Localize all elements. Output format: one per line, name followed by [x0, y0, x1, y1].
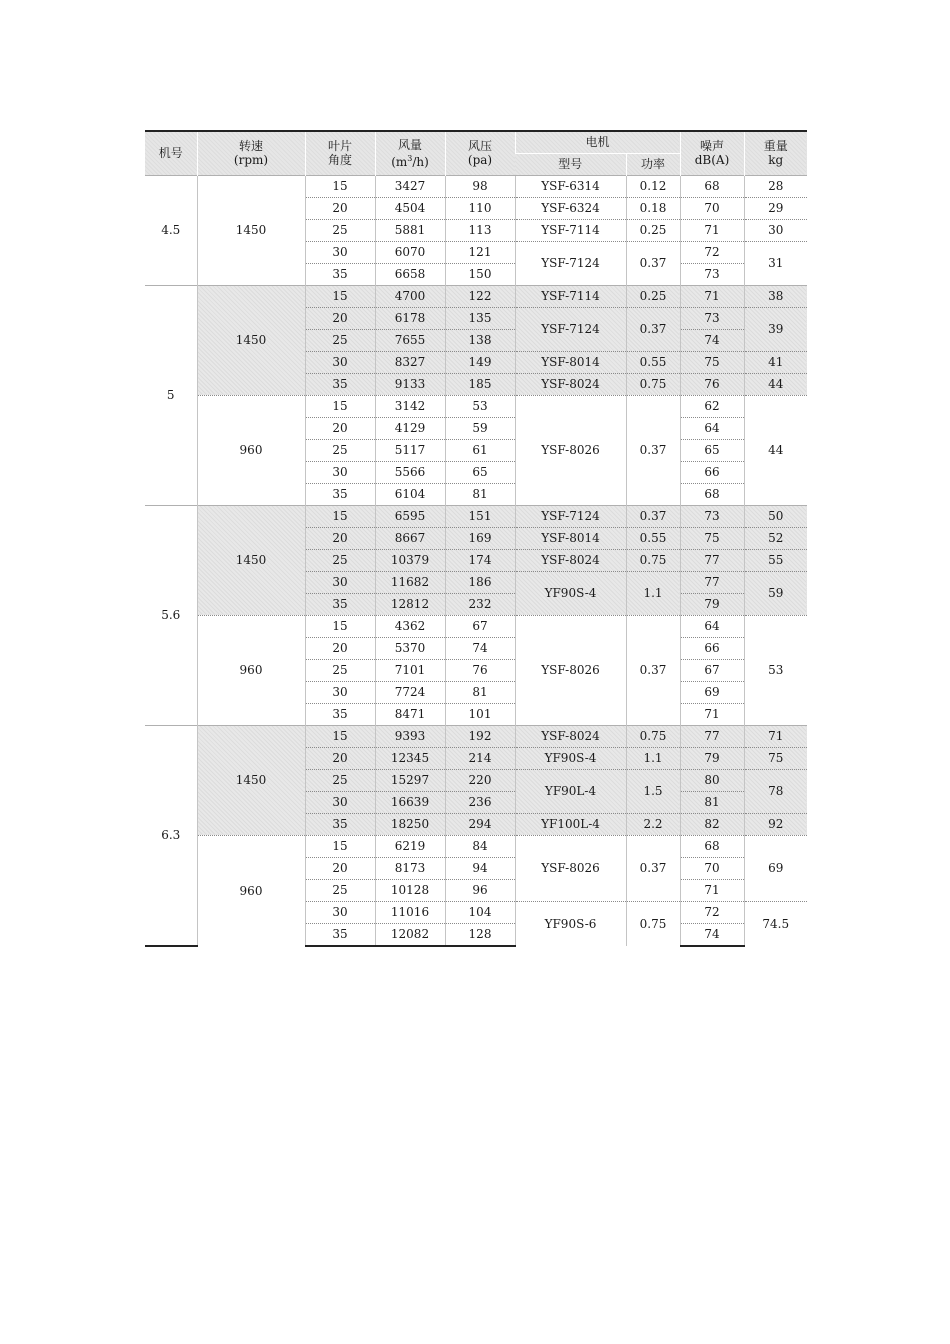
air-pressure-cell: 94 — [445, 857, 515, 879]
motor-model-cell: YF90S-6 — [515, 901, 626, 946]
weight-cell: 30 — [744, 219, 807, 241]
weight-cell: 31 — [744, 241, 807, 285]
air-flow-cell: 15297 — [375, 769, 445, 791]
air-flow-cell: 10379 — [375, 549, 445, 571]
noise-cell: 72 — [680, 241, 744, 263]
motor-model-cell: YSF-7124 — [515, 307, 626, 351]
blade-angle-cell: 35 — [305, 483, 375, 505]
motor-power-cell: 1.1 — [626, 747, 680, 769]
air-pressure-cell: 138 — [445, 329, 515, 351]
blade-angle-cell: 20 — [305, 637, 375, 659]
noise-cell: 64 — [680, 615, 744, 637]
air-flow-cell: 8327 — [375, 351, 445, 373]
noise-cell: 71 — [680, 879, 744, 901]
blade-angle-cell: 25 — [305, 769, 375, 791]
table-row — [145, 725, 807, 747]
air-flow-cell: 11682 — [375, 571, 445, 593]
blade-angle-cell: 25 — [305, 439, 375, 461]
motor-model-cell: YSF-8026 — [515, 835, 626, 901]
fan-spec-table — [145, 130, 807, 947]
blade-angle-cell: 35 — [305, 703, 375, 725]
blade-angle-cell: 35 — [305, 373, 375, 395]
blade-angle-cell: 15 — [305, 725, 375, 747]
noise-cell: 77 — [680, 725, 744, 747]
motor-model-cell: YSF-8026 — [515, 395, 626, 505]
noise-cell: 72 — [680, 901, 744, 923]
noise-cell: 71 — [680, 285, 744, 307]
weight-cell: 75 — [744, 747, 807, 769]
air-flow-cell: 6658 — [375, 263, 445, 285]
air-flow-cell: 3142 — [375, 395, 445, 417]
motor-power-cell: 2.2 — [626, 813, 680, 835]
motor-power-cell: 0.55 — [626, 351, 680, 373]
table-row — [145, 285, 807, 307]
air-pressure-cell: 122 — [445, 285, 515, 307]
air-pressure-cell: 214 — [445, 747, 515, 769]
motor-power-cell: 0.37 — [626, 395, 680, 505]
blade-angle-cell: 25 — [305, 549, 375, 571]
weight-cell: 38 — [744, 285, 807, 307]
table-row — [145, 835, 807, 857]
blade-angle-cell: 25 — [305, 219, 375, 241]
weight-cell: 52 — [744, 527, 807, 549]
header-air-pressure: 风压 (pa) — [445, 131, 515, 175]
air-flow-cell: 12345 — [375, 747, 445, 769]
air-flow-cell: 8471 — [375, 703, 445, 725]
weight-cell: 39 — [744, 307, 807, 351]
speed-cell: 1450 — [197, 725, 305, 835]
air-flow-cell: 5370 — [375, 637, 445, 659]
speed-cell: 1450 — [197, 175, 305, 285]
header-noise: 噪声 dB(A) — [680, 131, 744, 175]
air-pressure-cell: 81 — [445, 483, 515, 505]
motor-power-cell: 0.75 — [626, 549, 680, 571]
motor-model-cell: YSF-8024 — [515, 725, 626, 747]
air-pressure-cell: 149 — [445, 351, 515, 373]
blade-angle-cell: 20 — [305, 307, 375, 329]
air-pressure-cell: 121 — [445, 241, 515, 263]
air-pressure-cell: 186 — [445, 571, 515, 593]
blade-angle-cell: 30 — [305, 571, 375, 593]
motor-model-cell: YSF-8024 — [515, 549, 626, 571]
air-flow-cell: 12082 — [375, 923, 445, 946]
noise-cell: 73 — [680, 307, 744, 329]
air-pressure-cell: 59 — [445, 417, 515, 439]
noise-cell: 67 — [680, 659, 744, 681]
noise-cell: 80 — [680, 769, 744, 791]
weight-cell: 50 — [744, 505, 807, 527]
noise-cell: 77 — [680, 571, 744, 593]
air-flow-cell: 4504 — [375, 197, 445, 219]
motor-model-cell: YSF-8026 — [515, 615, 626, 725]
noise-cell: 74 — [680, 923, 744, 946]
weight-cell: 59 — [744, 571, 807, 615]
blade-angle-cell: 25 — [305, 329, 375, 351]
air-flow-cell: 7101 — [375, 659, 445, 681]
noise-cell: 62 — [680, 395, 744, 417]
header-motor-model: 型号 — [515, 153, 626, 175]
noise-cell: 68 — [680, 483, 744, 505]
noise-cell: 66 — [680, 637, 744, 659]
air-flow-cell: 10128 — [375, 879, 445, 901]
speed-cell: 1450 — [197, 505, 305, 615]
air-pressure-cell: 74 — [445, 637, 515, 659]
air-pressure-cell: 61 — [445, 439, 515, 461]
blade-angle-cell: 30 — [305, 901, 375, 923]
motor-model-cell: YSF-8014 — [515, 351, 626, 373]
header-machine-no: 机号 — [145, 131, 197, 175]
machine-no-cell: 6.3 — [145, 725, 197, 946]
air-flow-cell: 6219 — [375, 835, 445, 857]
blade-angle-cell: 15 — [305, 505, 375, 527]
weight-cell: 69 — [744, 835, 807, 901]
table-header — [145, 131, 807, 175]
air-flow-cell: 7724 — [375, 681, 445, 703]
machine-no-cell: 5 — [145, 285, 197, 505]
blade-angle-cell: 20 — [305, 197, 375, 219]
motor-power-cell: 1.1 — [626, 571, 680, 615]
air-flow-cell: 6178 — [375, 307, 445, 329]
blade-angle-cell: 35 — [305, 263, 375, 285]
air-pressure-cell: 192 — [445, 725, 515, 747]
header-air-flow: 风量 $(m^3/h)$ — [375, 131, 445, 175]
table-row — [145, 395, 807, 417]
motor-model-cell: YF90L-4 — [515, 769, 626, 813]
air-flow-cell: 4700 — [375, 285, 445, 307]
air-pressure-cell: 101 — [445, 703, 515, 725]
header-speed: 转速 (rpm) — [197, 131, 305, 175]
air-pressure-cell: 53 — [445, 395, 515, 417]
blade-angle-cell: 30 — [305, 681, 375, 703]
air-pressure-cell: 135 — [445, 307, 515, 329]
weight-cell: 29 — [744, 197, 807, 219]
weight-cell: 78 — [744, 769, 807, 813]
motor-power-cell: 0.37 — [626, 241, 680, 285]
speed-cell: 1450 — [197, 285, 305, 395]
motor-model-cell: YF90S-4 — [515, 571, 626, 615]
blade-angle-cell: 35 — [305, 813, 375, 835]
air-flow-cell: 3427 — [375, 175, 445, 197]
noise-cell: 65 — [680, 439, 744, 461]
blade-angle-cell: 20 — [305, 417, 375, 439]
air-flow-cell: 5117 — [375, 439, 445, 461]
air-pressure-cell: 220 — [445, 769, 515, 791]
air-flow-cell: 4129 — [375, 417, 445, 439]
weight-cell: 71 — [744, 725, 807, 747]
blade-angle-cell: 35 — [305, 593, 375, 615]
air-flow-cell: 4362 — [375, 615, 445, 637]
air-flow-cell: 8173 — [375, 857, 445, 879]
motor-model-cell: YSF-8024 — [515, 373, 626, 395]
motor-power-cell: 0.37 — [626, 505, 680, 527]
weight-cell: 44 — [744, 373, 807, 395]
blade-angle-cell: 25 — [305, 659, 375, 681]
noise-cell: 68 — [680, 175, 744, 197]
air-pressure-cell: 110 — [445, 197, 515, 219]
table-row — [145, 615, 807, 637]
noise-cell: 75 — [680, 351, 744, 373]
motor-model-cell: YSF-6314 — [515, 175, 626, 197]
motor-power-cell: 0.37 — [626, 307, 680, 351]
blade-angle-cell: 15 — [305, 615, 375, 637]
air-pressure-cell: 113 — [445, 219, 515, 241]
weight-cell: 41 — [744, 351, 807, 373]
motor-power-cell: 0.12 — [626, 175, 680, 197]
air-pressure-cell: 174 — [445, 549, 515, 571]
blade-angle-cell: 20 — [305, 857, 375, 879]
header-weight: 重量 kg — [744, 131, 807, 175]
noise-cell: 76 — [680, 373, 744, 395]
blade-angle-cell: 15 — [305, 285, 375, 307]
noise-cell: 79 — [680, 593, 744, 615]
air-flow-cell: 7655 — [375, 329, 445, 351]
table-row — [145, 175, 807, 197]
air-flow-cell: 8667 — [375, 527, 445, 549]
blade-angle-cell: 15 — [305, 395, 375, 417]
air-flow-cell: 6595 — [375, 505, 445, 527]
noise-cell: 66 — [680, 461, 744, 483]
air-pressure-cell: 150 — [445, 263, 515, 285]
air-pressure-cell: 128 — [445, 923, 515, 946]
blade-angle-cell: 25 — [305, 879, 375, 901]
weight-cell: 55 — [744, 549, 807, 571]
air-flow-cell: 6104 — [375, 483, 445, 505]
motor-model-cell: YF90S-4 — [515, 747, 626, 769]
noise-cell: 70 — [680, 197, 744, 219]
weight-cell: 28 — [744, 175, 807, 197]
motor-power-cell: 0.55 — [626, 527, 680, 549]
air-flow-cell: 6070 — [375, 241, 445, 263]
noise-cell: 77 — [680, 549, 744, 571]
motor-power-cell: 0.37 — [626, 835, 680, 901]
motor-model-cell: YSF-6324 — [515, 197, 626, 219]
air-flow-cell: 11016 — [375, 901, 445, 923]
machine-no-cell: 4.5 — [145, 175, 197, 285]
air-pressure-cell: 151 — [445, 505, 515, 527]
air-pressure-cell: 65 — [445, 461, 515, 483]
motor-model-cell: YSF-8014 — [515, 527, 626, 549]
air-pressure-cell: 96 — [445, 879, 515, 901]
motor-model-cell: YSF-7114 — [515, 285, 626, 307]
blade-angle-cell: 20 — [305, 527, 375, 549]
machine-no-cell: 5.6 — [145, 505, 197, 725]
motor-power-cell: 0.75 — [626, 373, 680, 395]
table-body — [145, 175, 807, 946]
noise-cell: 68 — [680, 835, 744, 857]
weight-cell: 74.5 — [744, 901, 807, 946]
air-pressure-cell: 232 — [445, 593, 515, 615]
air-flow-cell: 5566 — [375, 461, 445, 483]
air-flow-cell: 9133 — [375, 373, 445, 395]
blade-angle-cell: 20 — [305, 747, 375, 769]
blade-angle-cell: 15 — [305, 835, 375, 857]
noise-cell: 70 — [680, 857, 744, 879]
speed-cell: 960 — [197, 835, 305, 946]
blade-angle-cell: 15 — [305, 175, 375, 197]
air-pressure-cell: 169 — [445, 527, 515, 549]
speed-cell: 960 — [197, 395, 305, 505]
noise-cell: 69 — [680, 681, 744, 703]
motor-power-cell: 0.75 — [626, 725, 680, 747]
motor-model-cell: YSF-7124 — [515, 241, 626, 285]
motor-power-cell: 0.37 — [626, 615, 680, 725]
blade-angle-cell: 30 — [305, 791, 375, 813]
motor-model-cell: YSF-7114 — [515, 219, 626, 241]
motor-power-cell: 0.25 — [626, 285, 680, 307]
air-pressure-cell: 98 — [445, 175, 515, 197]
motor-power-cell: 0.18 — [626, 197, 680, 219]
table-row — [145, 505, 807, 527]
speed-cell: 960 — [197, 615, 305, 725]
air-pressure-cell: 67 — [445, 615, 515, 637]
weight-cell: 44 — [744, 395, 807, 505]
weight-cell: 53 — [744, 615, 807, 725]
air-flow-cell: 16639 — [375, 791, 445, 813]
blade-angle-cell: 30 — [305, 461, 375, 483]
blade-angle-cell: 30 — [305, 241, 375, 263]
noise-cell: 82 — [680, 813, 744, 835]
blade-angle-cell: 35 — [305, 923, 375, 946]
air-flow-cell: 12812 — [375, 593, 445, 615]
noise-cell: 71 — [680, 703, 744, 725]
air-pressure-cell: 236 — [445, 791, 515, 813]
noise-cell: 73 — [680, 505, 744, 527]
motor-power-cell: 0.75 — [626, 901, 680, 946]
air-pressure-cell: 104 — [445, 901, 515, 923]
blade-angle-cell: 30 — [305, 351, 375, 373]
noise-cell: 73 — [680, 263, 744, 285]
weight-cell: 92 — [744, 813, 807, 835]
header-motor-power: 功率 — [626, 153, 680, 175]
noise-cell: 75 — [680, 527, 744, 549]
motor-power-cell: 1.5 — [626, 769, 680, 813]
air-pressure-cell: 185 — [445, 373, 515, 395]
air-pressure-cell: 84 — [445, 835, 515, 857]
motor-power-cell: 0.25 — [626, 219, 680, 241]
motor-model-cell: YF100L-4 — [515, 813, 626, 835]
header-motor: 电机 — [515, 131, 680, 153]
noise-cell: 81 — [680, 791, 744, 813]
air-pressure-cell: 76 — [445, 659, 515, 681]
noise-cell: 74 — [680, 329, 744, 351]
air-flow-cell: 18250 — [375, 813, 445, 835]
noise-cell: 79 — [680, 747, 744, 769]
noise-cell: 64 — [680, 417, 744, 439]
air-pressure-cell: 294 — [445, 813, 515, 835]
motor-model-cell: YSF-7124 — [515, 505, 626, 527]
air-flow-cell: 9393 — [375, 725, 445, 747]
header-blade-angle: 叶片 角度 — [305, 131, 375, 175]
air-flow-cell: 5881 — [375, 219, 445, 241]
noise-cell: 71 — [680, 219, 744, 241]
air-pressure-cell: 81 — [445, 681, 515, 703]
